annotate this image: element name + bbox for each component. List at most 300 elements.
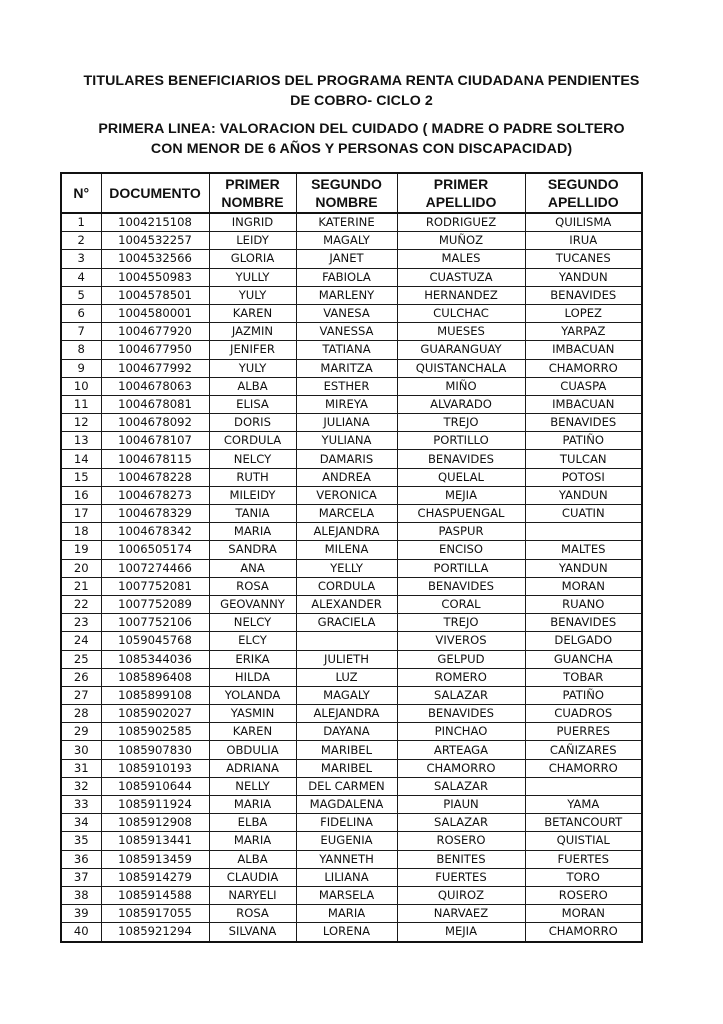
cell-documento: 1004678081 — [101, 395, 209, 413]
cell-documento: 1004677992 — [101, 359, 209, 377]
cell-segundo-apellido: CUADROS — [525, 705, 642, 723]
cell-primer-apellido: TREJO — [397, 614, 525, 632]
cell-numero: 12 — [61, 414, 101, 432]
cell-documento: 1085913441 — [101, 832, 209, 850]
cell-documento: 1085902585 — [101, 723, 209, 741]
cell-documento: 1007752081 — [101, 577, 209, 595]
cell-primer-nombre: HILDA — [209, 668, 296, 686]
table-row — [61, 923, 642, 942]
cell-primer-nombre: INGRID — [209, 213, 296, 232]
cell-numero: 13 — [61, 432, 101, 450]
column-header-text: NOMBRE — [221, 194, 284, 210]
cell-documento: 1085917055 — [101, 905, 209, 923]
column-header-text: APELLIDO — [547, 194, 619, 210]
cell-primer-apellido: MUESES — [397, 323, 525, 341]
cell-segundo-nombre: VERONICA — [296, 486, 397, 504]
cell-primer-nombre: MILEIDY — [209, 486, 296, 504]
cell-documento: 1085914588 — [101, 886, 209, 904]
cell-numero: 38 — [61, 886, 101, 904]
table-row — [61, 759, 642, 777]
cell-documento: 1004677950 — [101, 341, 209, 359]
column-header-segundo-nombre — [296, 173, 397, 213]
cell-numero: 30 — [61, 741, 101, 759]
cell-primer-nombre: SANDRA — [209, 541, 296, 559]
cell-primer-nombre: JENIFER — [209, 341, 296, 359]
table-row — [61, 341, 642, 359]
table-row — [61, 595, 642, 613]
cell-numero: 34 — [61, 814, 101, 832]
cell-segundo-apellido: BENAVIDES — [525, 614, 642, 632]
cell-documento: 1085910193 — [101, 759, 209, 777]
table-row — [61, 741, 642, 759]
cell-primer-apellido: CORAL — [397, 595, 525, 613]
cell-segundo-apellido: DELGADO — [525, 632, 642, 650]
cell-documento: 1085902027 — [101, 705, 209, 723]
cell-primer-nombre: ELISA — [209, 395, 296, 413]
column-header-text: N° — [73, 185, 90, 201]
cell-segundo-apellido: BETANCOURT — [525, 814, 642, 832]
cell-primer-nombre: ANA — [209, 559, 296, 577]
cell-documento: 1085344036 — [101, 650, 209, 668]
cell-segundo-apellido: MALTES — [525, 541, 642, 559]
cell-numero: 39 — [61, 905, 101, 923]
cell-documento: 1004215108 — [101, 213, 209, 232]
cell-segundo-nombre: MARIBEL — [296, 741, 397, 759]
cell-numero: 6 — [61, 304, 101, 322]
cell-numero: 1 — [61, 213, 101, 232]
cell-documento: 1085914279 — [101, 868, 209, 886]
table-row — [61, 213, 642, 232]
cell-segundo-nombre: GRACIELA — [296, 614, 397, 632]
title-line-1: TITULARES BENEFICIARIOS DEL PROGRAMA RENTA CIUDADANA PENDIENTES — [83, 73, 640, 89]
cell-segundo-nombre: LILIANA — [296, 868, 397, 886]
column-header-segundo-apellido — [525, 173, 642, 213]
cell-numero: 15 — [61, 468, 101, 486]
cell-primer-nombre: ROSA — [209, 577, 296, 595]
cell-numero: 17 — [61, 505, 101, 523]
cell-numero: 7 — [61, 323, 101, 341]
cell-primer-nombre: RUTH — [209, 468, 296, 486]
cell-segundo-apellido: YANDUN — [525, 486, 642, 504]
cell-numero: 2 — [61, 232, 101, 250]
cell-documento: 1004580001 — [101, 304, 209, 322]
column-header-primer-apellido — [397, 173, 525, 213]
cell-documento: 1004678107 — [101, 432, 209, 450]
cell-primer-apellido: ENCISO — [397, 541, 525, 559]
cell-segundo-apellido: TORO — [525, 868, 642, 886]
cell-primer-nombre: YULY — [209, 286, 296, 304]
cell-numero: 29 — [61, 723, 101, 741]
cell-segundo-apellido: POTOSI — [525, 468, 642, 486]
table-row — [61, 323, 642, 341]
cell-primer-apellido: CHAMORRO — [397, 759, 525, 777]
cell-segundo-apellido: FUERTES — [525, 850, 642, 868]
cell-documento: 1004678329 — [101, 505, 209, 523]
cell-segundo-apellido: IMBACUAN — [525, 395, 642, 413]
table-row — [61, 268, 642, 286]
cell-primer-apellido: BENITES — [397, 850, 525, 868]
cell-segundo-apellido: YAMA — [525, 796, 642, 814]
cell-segundo-nombre: MAGDALENA — [296, 796, 397, 814]
cell-documento: 1007274466 — [101, 559, 209, 577]
cell-primer-apellido: SALAZAR — [397, 814, 525, 832]
column-header-text: PRIMER — [433, 176, 489, 192]
cell-segundo-apellido: PATIÑO — [525, 686, 642, 704]
cell-primer-apellido: PINCHAO — [397, 723, 525, 741]
cell-documento: 1004678063 — [101, 377, 209, 395]
cell-numero: 31 — [61, 759, 101, 777]
cell-segundo-apellido: MORAN — [525, 577, 642, 595]
cell-segundo-apellido: TOBAR — [525, 668, 642, 686]
cell-primer-apellido: PORTILLO — [397, 432, 525, 450]
column-header-text: NOMBRE — [315, 194, 378, 210]
cell-primer-apellido: RODRIGUEZ — [397, 213, 525, 232]
cell-primer-apellido: TREJO — [397, 414, 525, 432]
cell-documento: 1059045768 — [101, 632, 209, 650]
cell-primer-apellido: MEJIA — [397, 923, 525, 942]
table-row — [61, 450, 642, 468]
cell-primer-nombre: ADRIANA — [209, 759, 296, 777]
cell-segundo-nombre: LORENA — [296, 923, 397, 942]
table-row — [61, 468, 642, 486]
table-row — [61, 723, 642, 741]
table-row — [61, 777, 642, 795]
cell-primer-nombre: ALBA — [209, 377, 296, 395]
column-header-text: APELLIDO — [425, 194, 497, 210]
cell-primer-apellido: MALES — [397, 250, 525, 268]
cell-primer-nombre: NELCY — [209, 450, 296, 468]
table-row — [61, 614, 642, 632]
cell-segundo-nombre: DAMARIS — [296, 450, 397, 468]
cell-segundo-apellido: BENAVIDES — [525, 414, 642, 432]
cell-primer-nombre: OBDULIA — [209, 741, 296, 759]
cell-segundo-apellido: RUANO — [525, 595, 642, 613]
cell-segundo-apellido — [525, 777, 642, 795]
cell-segundo-nombre: LUZ — [296, 668, 397, 686]
cell-primer-nombre: CORDULA — [209, 432, 296, 450]
cell-numero: 33 — [61, 796, 101, 814]
column-header-numero — [61, 173, 101, 213]
cell-primer-apellido: FUERTES — [397, 868, 525, 886]
cell-segundo-apellido: PUERRES — [525, 723, 642, 741]
cell-segundo-apellido: CHAMORRO — [525, 759, 642, 777]
cell-segundo-nombre: VANESA — [296, 304, 397, 322]
table-row — [61, 796, 642, 814]
cell-documento: 1004678115 — [101, 450, 209, 468]
cell-numero: 11 — [61, 395, 101, 413]
cell-numero: 27 — [61, 686, 101, 704]
cell-numero: 8 — [61, 341, 101, 359]
cell-primer-nombre: ROSA — [209, 905, 296, 923]
cell-documento: 1085896408 — [101, 668, 209, 686]
cell-documento: 1004678273 — [101, 486, 209, 504]
cell-primer-apellido: SALAZAR — [397, 777, 525, 795]
cell-segundo-apellido: TULCAN — [525, 450, 642, 468]
cell-segundo-nombre: EUGENIA — [296, 832, 397, 850]
cell-segundo-nombre: ALEJANDRA — [296, 705, 397, 723]
table-row — [61, 650, 642, 668]
cell-primer-apellido: NARVAEZ — [397, 905, 525, 923]
table-row — [61, 395, 642, 413]
cell-documento: 1085907830 — [101, 741, 209, 759]
cell-numero: 21 — [61, 577, 101, 595]
cell-primer-nombre: DORIS — [209, 414, 296, 432]
column-header-primer-nombre — [209, 173, 296, 213]
cell-numero: 23 — [61, 614, 101, 632]
cell-primer-apellido: GELPUD — [397, 650, 525, 668]
column-header-documento — [101, 173, 209, 213]
cell-documento: 1085912908 — [101, 814, 209, 832]
cell-segundo-nombre: FIDELINA — [296, 814, 397, 832]
cell-primer-apellido: CHASPUENGAL — [397, 505, 525, 523]
cell-documento: 1085913459 — [101, 850, 209, 868]
document-subtitle — [40, 119, 683, 159]
cell-numero: 4 — [61, 268, 101, 286]
table-row — [61, 414, 642, 432]
cell-segundo-nombre: JULIANA — [296, 414, 397, 432]
cell-segundo-apellido: IRUA — [525, 232, 642, 250]
cell-primer-nombre: YASMIN — [209, 705, 296, 723]
cell-numero: 26 — [61, 668, 101, 686]
cell-segundo-nombre: YANNETH — [296, 850, 397, 868]
table-body — [61, 213, 642, 942]
cell-documento: 1085911924 — [101, 796, 209, 814]
cell-documento: 1007752089 — [101, 595, 209, 613]
cell-primer-apellido: CULCHAC — [397, 304, 525, 322]
cell-primer-nombre: JAZMIN — [209, 323, 296, 341]
cell-numero: 14 — [61, 450, 101, 468]
cell-primer-apellido: MUÑOZ — [397, 232, 525, 250]
subtitle-line-2: CON MENOR DE 6 AÑOS Y PERSONAS CON DISCAPACIDAD) — [150, 141, 573, 157]
cell-segundo-nombre: TATIANA — [296, 341, 397, 359]
cell-segundo-nombre: ANDREA — [296, 468, 397, 486]
cell-documento: 1006505174 — [101, 541, 209, 559]
cell-primer-nombre: MARIA — [209, 796, 296, 814]
cell-numero: 16 — [61, 486, 101, 504]
table-row — [61, 705, 642, 723]
cell-segundo-apellido: CHAMORRO — [525, 923, 642, 942]
cell-numero: 36 — [61, 850, 101, 868]
cell-primer-apellido: QUIROZ — [397, 886, 525, 904]
table-row — [61, 359, 642, 377]
table-row — [61, 886, 642, 904]
cell-segundo-nombre: ESTHER — [296, 377, 397, 395]
cell-numero: 32 — [61, 777, 101, 795]
table-row — [61, 377, 642, 395]
cell-numero: 20 — [61, 559, 101, 577]
cell-segundo-apellido: CUATIN — [525, 505, 642, 523]
cell-primer-nombre: TANIA — [209, 505, 296, 523]
column-header-text: DOCUMENTO — [109, 185, 201, 201]
cell-primer-nombre: NELLY — [209, 777, 296, 795]
cell-primer-apellido: QUISTANCHALA — [397, 359, 525, 377]
cell-primer-apellido: MEJIA — [397, 486, 525, 504]
table-row — [61, 868, 642, 886]
cell-segundo-nombre: YELLY — [296, 559, 397, 577]
cell-segundo-apellido: MORAN — [525, 905, 642, 923]
table-row — [61, 905, 642, 923]
cell-primer-nombre: ERIKA — [209, 650, 296, 668]
cell-segundo-nombre: MARSELA — [296, 886, 397, 904]
cell-primer-apellido: GUARANGUAY — [397, 341, 525, 359]
subtitle-line-1: PRIMERA LINEA: VALORACION DEL CUIDADO ( MADRE O PADRE SOLTERO — [98, 121, 625, 137]
cell-primer-apellido: ROSERO — [397, 832, 525, 850]
table-header — [61, 173, 642, 213]
table-row — [61, 304, 642, 322]
cell-primer-apellido: ROMERO — [397, 668, 525, 686]
table-row — [61, 232, 642, 250]
header-row — [61, 173, 642, 213]
cell-numero: 37 — [61, 868, 101, 886]
table-row — [61, 432, 642, 450]
cell-primer-apellido: PIAUN — [397, 796, 525, 814]
cell-segundo-apellido: GUANCHA — [525, 650, 642, 668]
column-header-text: SEGUNDO — [311, 176, 382, 192]
cell-documento: 1085921294 — [101, 923, 209, 942]
table-row — [61, 559, 642, 577]
cell-numero: 9 — [61, 359, 101, 377]
cell-segundo-nombre: JANET — [296, 250, 397, 268]
cell-numero: 3 — [61, 250, 101, 268]
cell-segundo-nombre: FABIOLA — [296, 268, 397, 286]
table-row — [61, 632, 642, 650]
cell-documento: 1004532257 — [101, 232, 209, 250]
table-row — [61, 814, 642, 832]
cell-segundo-apellido — [525, 523, 642, 541]
cell-primer-apellido: VIVEROS — [397, 632, 525, 650]
cell-documento: 1004532566 — [101, 250, 209, 268]
cell-segundo-apellido: YANDUN — [525, 268, 642, 286]
table-row — [61, 832, 642, 850]
cell-segundo-nombre: MAGALY — [296, 232, 397, 250]
table-row — [61, 686, 642, 704]
cell-segundo-apellido: BENAVIDES — [525, 286, 642, 304]
cell-primer-nombre: NELCY — [209, 614, 296, 632]
document-title — [40, 71, 683, 111]
cell-primer-apellido: BENAVIDES — [397, 577, 525, 595]
table-row — [61, 850, 642, 868]
cell-numero: 24 — [61, 632, 101, 650]
cell-documento: 1007752106 — [101, 614, 209, 632]
cell-documento: 1085910644 — [101, 777, 209, 795]
cell-primer-apellido: PORTILLA — [397, 559, 525, 577]
cell-segundo-apellido: QUISTIAL — [525, 832, 642, 850]
cell-segundo-apellido: QUILISMA — [525, 213, 642, 232]
cell-segundo-apellido: PATIÑO — [525, 432, 642, 450]
cell-documento: 1004677920 — [101, 323, 209, 341]
cell-primer-nombre: YOLANDA — [209, 686, 296, 704]
table-row — [61, 486, 642, 504]
cell-primer-nombre: SILVANA — [209, 923, 296, 942]
cell-segundo-nombre: CORDULA — [296, 577, 397, 595]
cell-primer-nombre: ELCY — [209, 632, 296, 650]
table-row — [61, 523, 642, 541]
cell-segundo-apellido: YANDUN — [525, 559, 642, 577]
cell-numero: 40 — [61, 923, 101, 942]
cell-primer-nombre: MARIA — [209, 832, 296, 850]
cell-numero: 35 — [61, 832, 101, 850]
cell-primer-apellido: ALVARADO — [397, 395, 525, 413]
cell-numero: 18 — [61, 523, 101, 541]
cell-primer-nombre: MARIA — [209, 523, 296, 541]
table-row — [61, 541, 642, 559]
cell-numero: 22 — [61, 595, 101, 613]
cell-primer-apellido: HERNANDEZ — [397, 286, 525, 304]
beneficiaries-table — [60, 172, 643, 943]
cell-primer-apellido: SALAZAR — [397, 686, 525, 704]
cell-segundo-apellido: CAÑIZARES — [525, 741, 642, 759]
cell-segundo-apellido: CHAMORRO — [525, 359, 642, 377]
cell-primer-nombre: NARYELI — [209, 886, 296, 904]
cell-segundo-nombre: VANESSA — [296, 323, 397, 341]
cell-primer-nombre: ELBA — [209, 814, 296, 832]
cell-primer-nombre: CLAUDIA — [209, 868, 296, 886]
cell-segundo-apellido: CUASPA — [525, 377, 642, 395]
table-row — [61, 505, 642, 523]
cell-documento: 1004678342 — [101, 523, 209, 541]
cell-segundo-nombre: MARLENY — [296, 286, 397, 304]
table-row — [61, 250, 642, 268]
cell-primer-nombre: GLORIA — [209, 250, 296, 268]
cell-primer-nombre: LEIDY — [209, 232, 296, 250]
cell-numero: 19 — [61, 541, 101, 559]
cell-segundo-nombre: MARIBEL — [296, 759, 397, 777]
cell-segundo-nombre: MARIA — [296, 905, 397, 923]
cell-segundo-apellido: YARPAZ — [525, 323, 642, 341]
cell-primer-apellido: ARTEAGA — [397, 741, 525, 759]
cell-primer-apellido: BENAVIDES — [397, 450, 525, 468]
cell-segundo-nombre: DEL CARMEN — [296, 777, 397, 795]
cell-documento: 1004550983 — [101, 268, 209, 286]
cell-segundo-nombre — [296, 632, 397, 650]
cell-segundo-nombre: YULIANA — [296, 432, 397, 450]
cell-primer-apellido: BENAVIDES — [397, 705, 525, 723]
cell-numero: 5 — [61, 286, 101, 304]
cell-segundo-nombre: ALEJANDRA — [296, 523, 397, 541]
cell-primer-nombre: KAREN — [209, 304, 296, 322]
cell-documento: 1004678228 — [101, 468, 209, 486]
title-line-2: DE COBRO- CICLO 2 — [290, 93, 433, 109]
table-row — [61, 668, 642, 686]
cell-segundo-nombre: KATERINE — [296, 213, 397, 232]
cell-segundo-nombre: DAYANA — [296, 723, 397, 741]
cell-segundo-nombre: JULIETH — [296, 650, 397, 668]
cell-primer-nombre: YULLY — [209, 268, 296, 286]
cell-primer-nombre: ALBA — [209, 850, 296, 868]
cell-primer-apellido: PASPUR — [397, 523, 525, 541]
cell-segundo-apellido: LOPEZ — [525, 304, 642, 322]
cell-documento: 1004578501 — [101, 286, 209, 304]
cell-documento: 1085899108 — [101, 686, 209, 704]
cell-segundo-nombre: MIREYA — [296, 395, 397, 413]
cell-segundo-nombre: MARITZA — [296, 359, 397, 377]
cell-segundo-apellido: TUCANES — [525, 250, 642, 268]
cell-segundo-apellido: ROSERO — [525, 886, 642, 904]
cell-numero: 10 — [61, 377, 101, 395]
cell-primer-apellido: QUELAL — [397, 468, 525, 486]
cell-primer-apellido: CUASTUZA — [397, 268, 525, 286]
cell-numero: 25 — [61, 650, 101, 668]
cell-segundo-nombre: MAGALY — [296, 686, 397, 704]
cell-primer-nombre: KAREN — [209, 723, 296, 741]
table-row — [61, 286, 642, 304]
column-header-text: PRIMER — [225, 176, 280, 192]
cell-primer-nombre: YULY — [209, 359, 296, 377]
cell-documento: 1004678092 — [101, 414, 209, 432]
cell-segundo-nombre: MARCELA — [296, 505, 397, 523]
cell-primer-apellido: MIÑO — [397, 377, 525, 395]
cell-segundo-nombre: ALEXANDER — [296, 595, 397, 613]
